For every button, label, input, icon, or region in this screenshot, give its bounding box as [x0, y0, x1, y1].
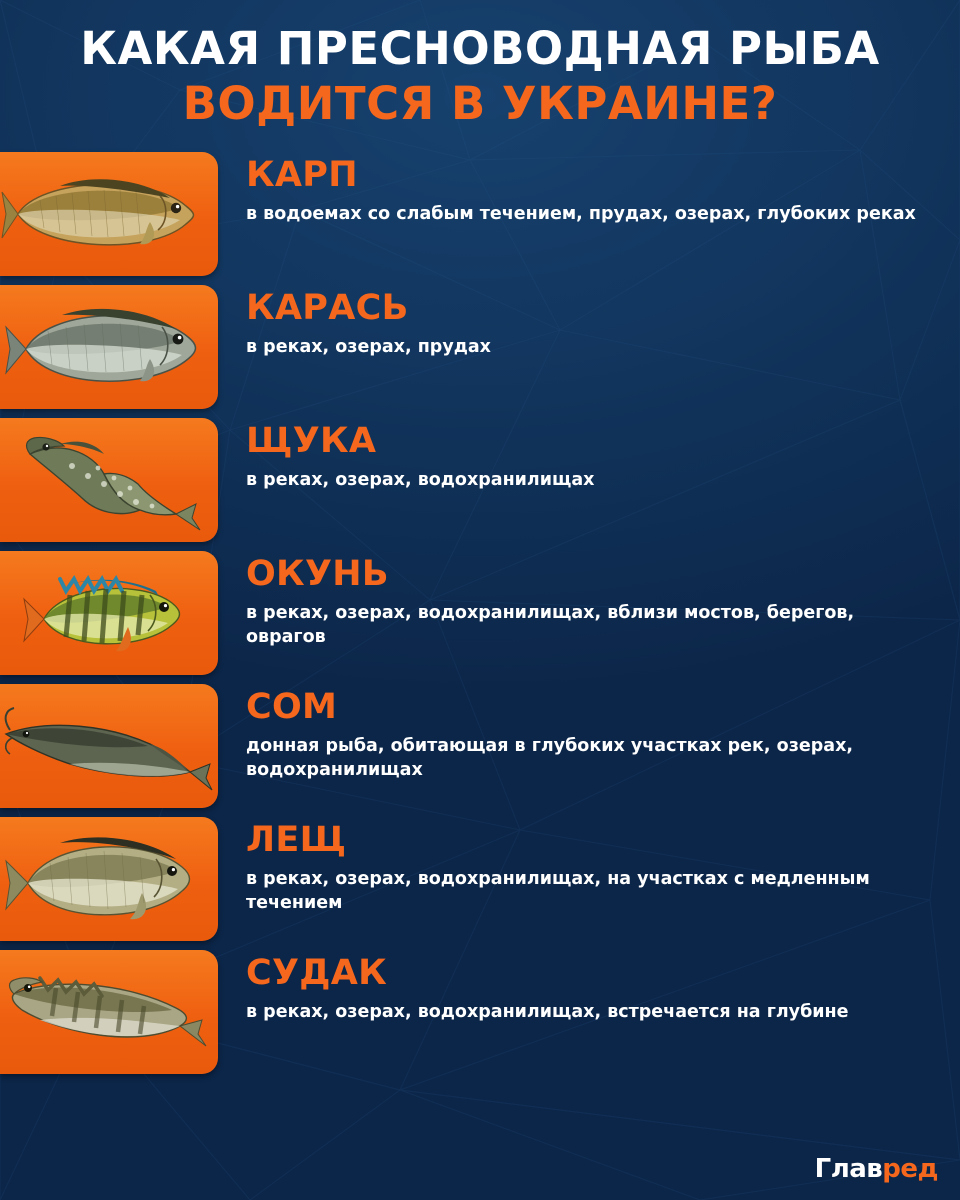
- list-item: [0, 152, 942, 285]
- fish-description: в реках, озерах, водохранилищах: [246, 469, 595, 490]
- fish-name: СУДАК: [246, 952, 388, 993]
- fish-name: СОМ: [246, 686, 338, 727]
- fish-name: КАРП: [246, 154, 358, 195]
- carp-photo: [0, 152, 218, 276]
- fish-description: в реках, озерах, водохранилищах, встречается на глубине: [246, 1001, 849, 1022]
- list-item: [0, 950, 942, 1083]
- fish-name: ЩУКА: [246, 420, 377, 461]
- list-item: [0, 817, 942, 950]
- list-item: [0, 418, 942, 551]
- fish-text-block: [218, 285, 491, 360]
- fish-text-block: [218, 551, 926, 651]
- brand-logo-part1: Глав: [814, 1154, 883, 1184]
- page-title-line2: ВОДИТСЯ В УКРАИНЕ?: [182, 76, 778, 130]
- bream-photo: [0, 817, 218, 941]
- fish-text-block: [218, 684, 926, 784]
- fish-name: ЛЕЩ: [246, 819, 347, 860]
- fish-text-block: [218, 152, 916, 227]
- pike-photo: [0, 418, 218, 542]
- fish-name: КАРАСЬ: [246, 287, 409, 328]
- page-title-line1: КАКАЯ ПРЕСНОВОДНАЯ РЫБА: [80, 22, 880, 75]
- perch-photo: [0, 551, 218, 675]
- poster-header: [0, 0, 960, 138]
- fish-text-block: [218, 418, 594, 493]
- crucian-photo: [0, 285, 218, 409]
- fish-description: в реках, озерах, водохранилищах, вблизи мостов, берегов, оврагов: [246, 602, 855, 648]
- list-item: [0, 684, 942, 817]
- brand-logo: [815, 1154, 938, 1184]
- fish-list: [0, 152, 960, 1083]
- zander-photo: [0, 950, 218, 1074]
- catfish-photo: [0, 684, 218, 808]
- fish-description: в водоемах со слабым течением, прудах, озерах, глубоких реках: [246, 203, 916, 224]
- fish-description: в реках, озерах, прудах: [246, 336, 491, 357]
- fish-description: в реках, озерах, водохранилищах, на участках с медленным течением: [246, 868, 870, 914]
- fish-description: донная рыба, обитающая в глубоких участках рек, озерах, водохранилищах: [246, 735, 854, 781]
- fish-text-block: [218, 817, 926, 917]
- fish-text-block: [218, 950, 849, 1025]
- list-item: [0, 285, 942, 418]
- fish-name: ОКУНЬ: [246, 553, 389, 594]
- list-item: [0, 551, 942, 684]
- brand-logo-part2: ред: [882, 1154, 938, 1184]
